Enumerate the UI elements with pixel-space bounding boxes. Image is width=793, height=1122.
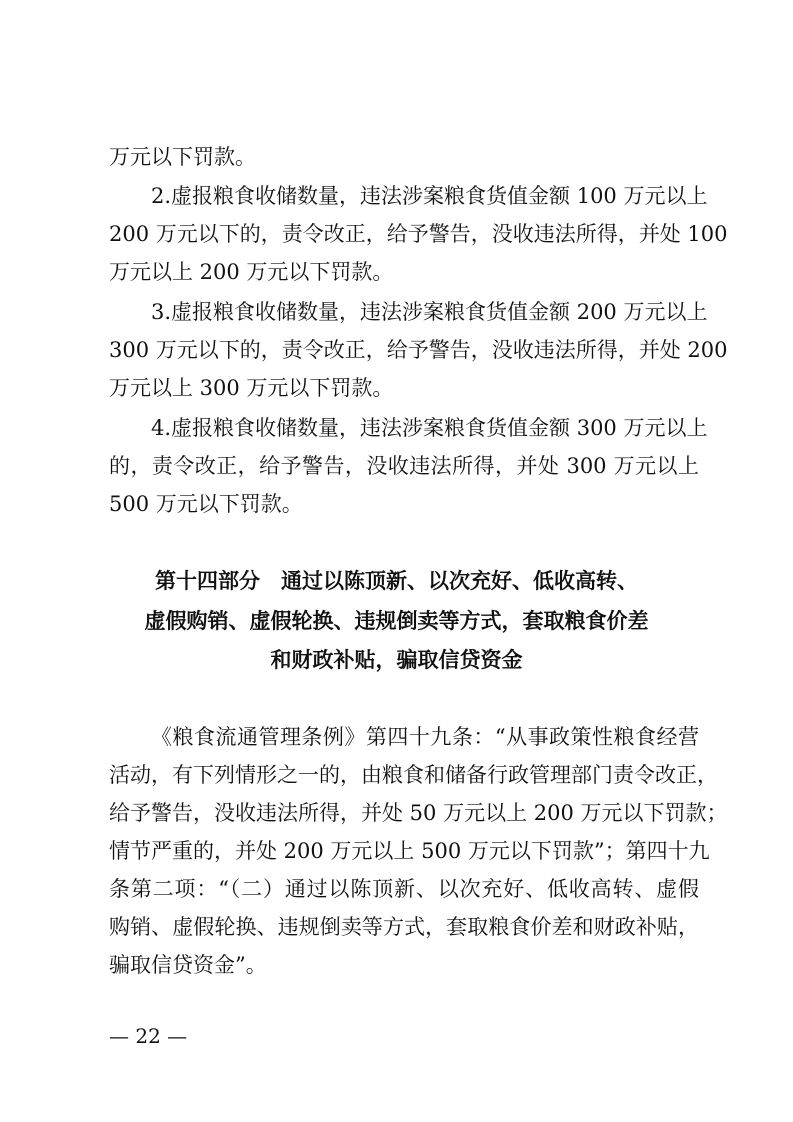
section-heading-line: 和财政补贴，骗取信贷资金 (270, 648, 523, 672)
regulation-text-line: 骗取信贷资金”。 (109, 953, 267, 977)
body-text-line: 4.虚报粮食收储数量，违法涉案粮食货值金额 300 万元以上 (151, 416, 708, 440)
body-text-line: 200 万元以下的，责令改正，给予警告，没收违法所得，并处 100 (109, 222, 728, 246)
section-heading-line: 虚假购销、虚假轮换、违规倒卖等方式，套取粮食价差 (144, 609, 649, 633)
regulation-text-line: 条第二项：“（二）通过以陈顶新、以次充好、低收高转、虚假 (109, 877, 699, 901)
body-text-line: 2.虚报粮食收储数量，违法涉案粮食货值金额 100 万元以上 (151, 184, 708, 208)
regulation-text-line: 购销、虚假轮换、违规倒卖等方式，套取粮食价差和财政补贴， (109, 915, 699, 939)
section-heading-line: 第十四部分 通过以陈顶新、以次充好、低收高转、 (155, 569, 638, 593)
body-text-line: 3.虚报粮食收储数量，违法涉案粮食货值金额 200 万元以上 (151, 300, 708, 324)
page-number: — 22 — (109, 1024, 188, 1048)
body-text-line: 的，责令改正，给予警告，没收违法所得，并处 300 万元以上 (109, 454, 699, 478)
body-text-line: 300 万元以下的，责令改正，给予警告，没收违法所得，并处 200 (109, 338, 728, 362)
regulation-text-line: 《粮食流通管理条例》第四十九条：“从事政策性粮食经营 (151, 725, 699, 749)
regulation-text-line: 情节严重的，并处 200 万元以上 500 万元以下罚款”；第四十九 (109, 839, 710, 863)
regulation-text-line: 活动，有下列情形之一的，由粮食和储备行政管理部门责令改正， (109, 763, 718, 787)
body-text-line: 500 万元以下罚款。 (109, 492, 303, 516)
body-text-line: 万元以上 300 万元以下罚款。 (109, 376, 394, 400)
regulation-text-line: 给予警告，没收违法所得，并处 50 万元以上 200 万元以下罚款； (109, 801, 728, 825)
body-text-line: 万元以下罚款。 (109, 145, 256, 169)
body-text-line: 万元以上 200 万元以下罚款。 (109, 260, 394, 284)
